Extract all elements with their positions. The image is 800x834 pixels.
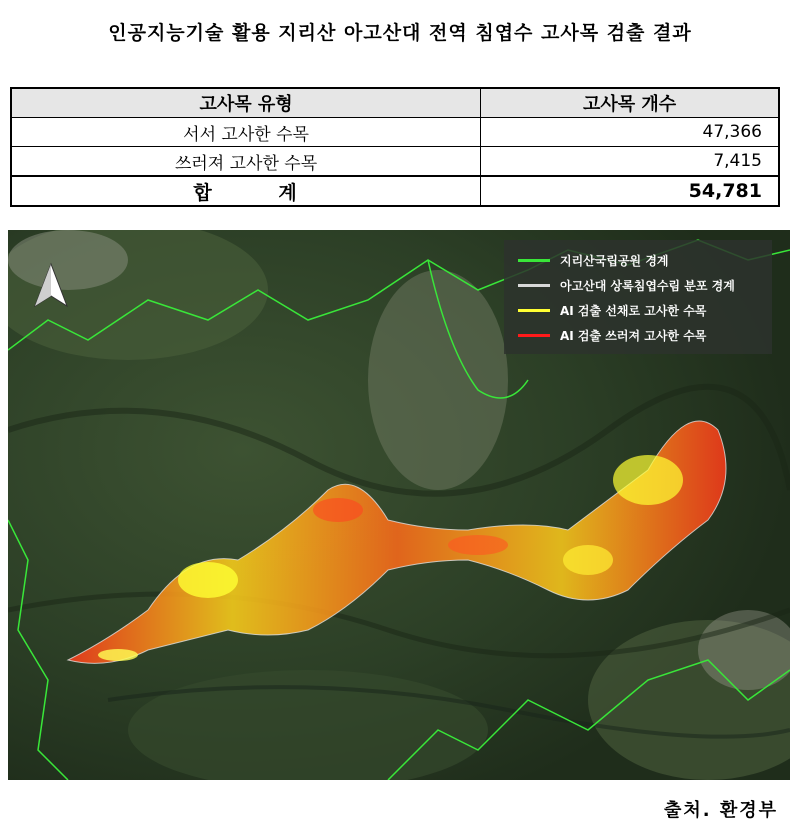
column-header-type: 고사목 유형 [11,88,481,118]
row-type: 서서 고사한 수목 [11,118,481,147]
column-header-count: 고사목 개수 [481,88,779,118]
row-type: 쓰러져 고사한 수목 [11,147,481,177]
legend-line-conifer-boundary [518,284,550,287]
legend-line-fallen-dead [518,334,550,337]
legend-item-park-boundary [518,250,669,270]
legend-item-fallen-dead [518,325,706,345]
legend-line-standing-dead [518,309,550,312]
table-total-row [11,176,779,206]
north-arrow-icon [33,262,69,310]
row-count: 7,415 [481,147,779,177]
legend-label: AI 검출 선채로 고사한 수목 [560,303,707,318]
row-count: 47,366 [481,118,779,147]
legend-label: 지리산국립공원 경계 [560,253,669,268]
table-row [11,118,779,147]
legend-label: AI 검출 쓰러져 고사한 수목 [560,328,707,343]
total-count: 54,781 [481,176,779,206]
table-row [11,147,779,177]
table-header-row [11,88,779,118]
legend-line-park-boundary [518,259,550,262]
total-label: 합 계 [11,176,481,206]
source-credit: 출처. 환경부 [663,800,778,821]
legend-label: 아고산대 상록침엽수림 분포 경계 [560,278,735,293]
page-title: 인공지능기술 활용 지리산 아고산대 전역 침엽수 고사목 검출 결과 [108,22,692,44]
legend-item-standing-dead [518,300,706,320]
legend-item-conifer-boundary [518,275,735,295]
dead-tree-table [10,87,780,207]
map-legend [504,240,772,354]
